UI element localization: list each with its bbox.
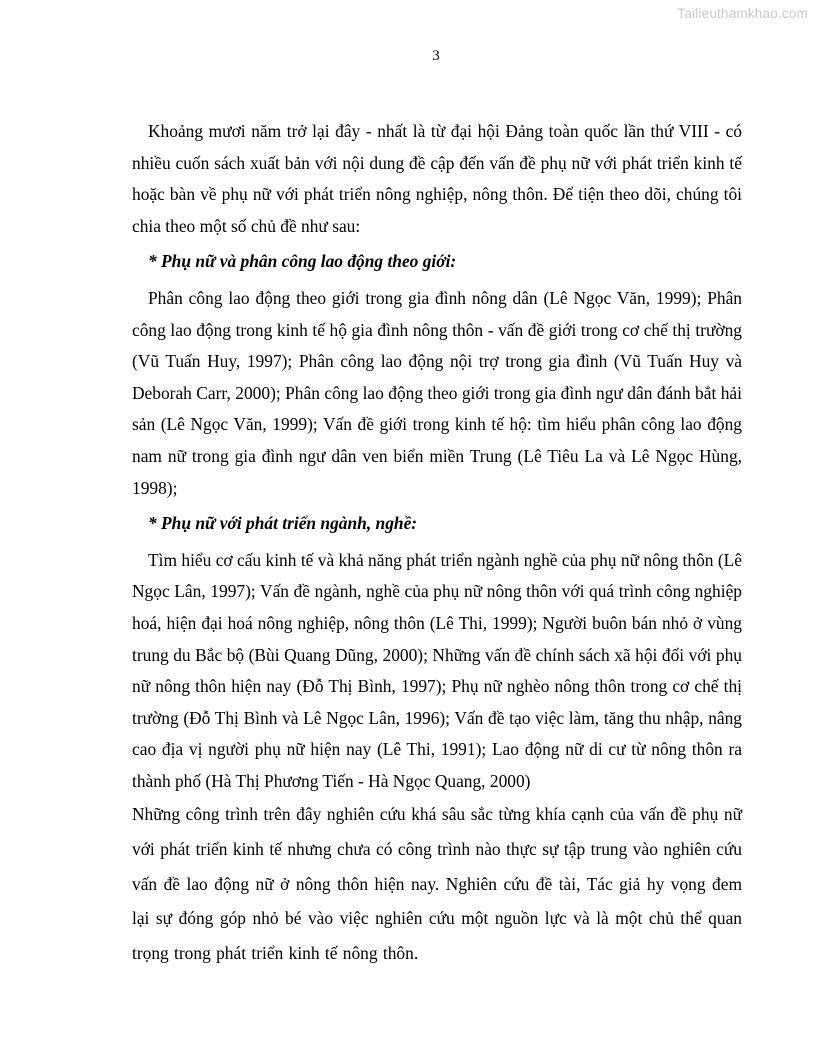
watermark: Tailieuthamkhao.com	[677, 6, 808, 21]
section-heading-gender-division: * Phụ nữ và phân công lao động theo giới:	[148, 251, 457, 272]
conclusion-paragraph: Những công trình trên đây nghiên cứu khá sâu sắc từng khía cạnh của vấn đề phụ nữ với phát triển kinh tế nhưng chưa có công trình nào thực sự tập trung vào nghiên cứu vấn đề lao động nữ ở nông thôn hiện nay. Nghiên cứu đề tài, Tác giả hy vọng đem lại sự đóng góp nhỏ bé vào việc nghiên cứu một nguồn lực và là một chủ thể quan trọng trong phát triển kinh tế nông thôn.	[132, 804, 742, 963]
gender-division-paragraph: Phân công lao động theo giới trong gia đình nông dân (Lê Ngọc Văn, 1999); Phân công lao động trong kinh tế hộ gia đình nông thôn - vấn đề giới trong cơ chế thị trường (Vũ Tuấn Huy, 1997); Phân công lao động nội trợ trong gia đình (Vũ Tuấn Huy và Deborah Carr, 2000); Phân công lao động theo giới trong gia đình ngư dân đánh bắt hải sản (Lê Ngọc Văn, 1999); Vấn đề giới trong kinh tế hộ: tìm hiểu phân công lao động nam nữ trong gia đình ngư dân ven biển miền Trung (Lê Tiêu La và Lê Ngọc Hùng, 1998);	[132, 287, 742, 498]
intro-paragraph: Khoảng mươi năm trở lại đây - nhất là từ đại hội Đảng toàn quốc lần thứ VIII - có nhiều cuốn sách xuất bản với nội dung đề cập đến vấn đề phụ nữ với phát triển kinh tế hoặc bàn về phụ nữ với phát triển nông nghiệp, nông thôn. Để tiện theo dõi, chúng tôi chia theo một số chủ đề như sau:	[132, 121, 742, 236]
document-body	[132, 116, 742, 970]
section-heading-occupations: * Phụ nữ với phát triển ngành, nghề:	[148, 513, 418, 534]
page-number: 3	[432, 48, 440, 64]
occupations-paragraph: Tìm hiểu cơ cấu kinh tế và khả năng phát triển ngành nghề của phụ nữ nông thôn (Lê Ngọc Lân, 1997); Vấn đề ngành, nghề của phụ nữ nông thôn với quá trình công nghiệp hoá, hiện đại hoá nông nghiệp, nông thôn (Lê Thi, 1999); Người buôn bán nhỏ ở vùng trung du Bắc bộ (Bùi Quang Dũng, 2000); Những vấn đề chính sách xã hội đối với phụ nữ nông thôn hiện nay (Đỗ Thị Bình, 1997); Phụ nữ nghèo nông thôn trong cơ chế thị trường (Đỗ Thị Bình và Lê Ngọc Lân, 1996); Vấn đề tạo việc làm, tăng thu nhập, nâng cao địa vị người phụ nữ hiện nay (Lê Thi, 1991); Lao động nữ di cư từ nông thôn ra thành phố (Hà Thị Phương Tiến - Hà Ngọc Quang, 2000)	[132, 549, 742, 791]
